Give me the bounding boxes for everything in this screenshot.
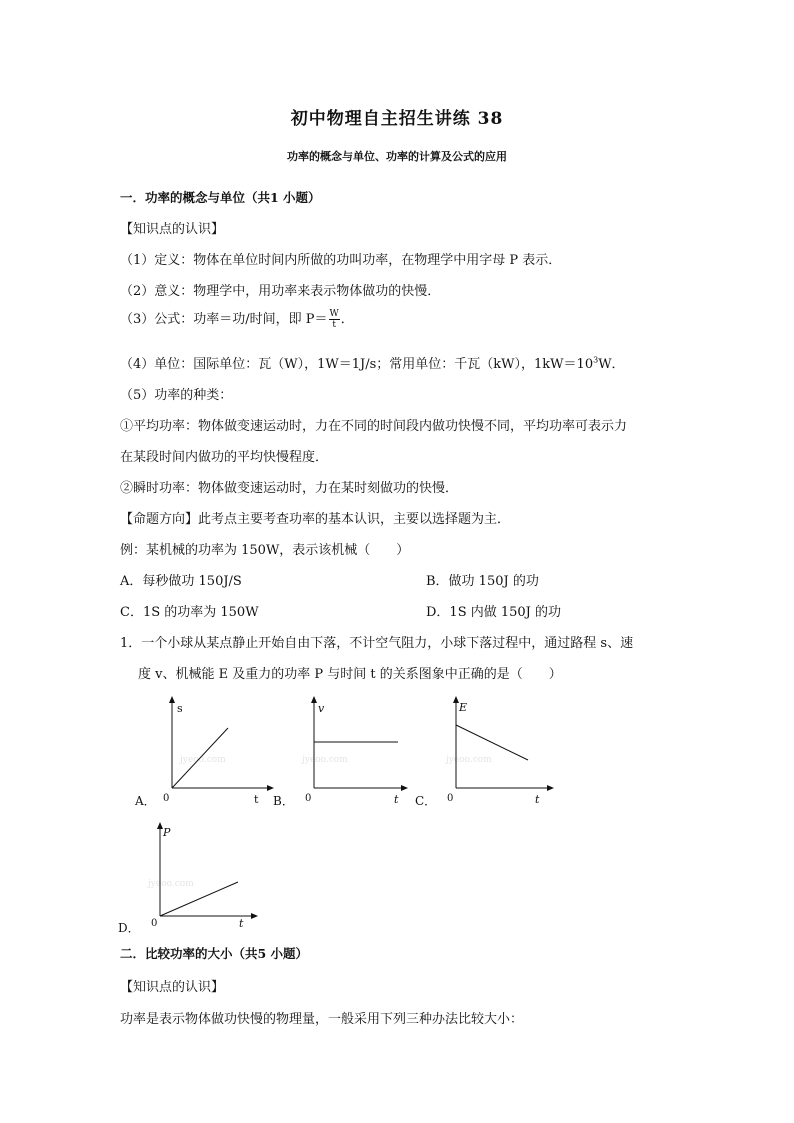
graph-b-y-arrow	[311, 696, 317, 703]
unit-text: （4）单位：国际单位：瓦（W），1W＝1J/s；常用单位：千瓦（kW），1kW＝10	[120, 357, 594, 372]
graph-d-watermark: jyeoo.com	[148, 879, 194, 889]
section1-heading: 一．功率的概念与单位（共1 小题）	[120, 190, 321, 205]
formula-numerator: W	[329, 309, 339, 319]
graph-c-option: C．	[415, 794, 437, 808]
graph-d-svg	[116, 814, 266, 936]
option-b: B．做功 150J 的功	[426, 574, 539, 589]
definition-text: （1）定义：物体在单位时间内所做的功叫功率，在物理学中用字母 P 表示．	[120, 253, 562, 268]
meaning-text: （2）意义：物理学中，用功率来表示物体做功的快慢．	[120, 284, 441, 299]
average-power-line2: 在某段时间内做功的平均快慢程度．	[120, 450, 329, 465]
graph-a-ylabel: s	[177, 702, 183, 715]
graph-a	[130, 692, 280, 816]
question1-line2: 度 v、机械能 E 及重力的功率 P 与时间 t 的关系图象中正确的是（ ）	[138, 667, 562, 682]
graph-b-xlabel: t	[394, 793, 399, 806]
graph-d-option: D．	[118, 921, 140, 935]
option-c: C．1S 的功率为 150W	[120, 605, 259, 620]
graph-d-xlabel: t	[239, 917, 244, 930]
graph-b-x-arrow	[401, 785, 408, 791]
graph-a-svg	[130, 692, 280, 812]
graph-c	[412, 692, 562, 816]
option-d: D．1S 内做 150J 的功	[426, 605, 562, 620]
graph-a-y-arrow	[169, 696, 175, 703]
graph-b-origin: 0	[305, 793, 312, 804]
document-title: 初中物理自主招生讲练 38	[290, 109, 504, 129]
graph-c-ylabel: E	[459, 701, 468, 714]
graph-b-ylabel: v	[318, 702, 325, 715]
graph-b-svg	[270, 692, 410, 812]
instant-power-text: ②瞬时功率：物体做变速运动时，力在某时刻做功的快慢．	[120, 481, 459, 496]
graph-d	[116, 814, 266, 940]
average-power-line1: ①平均功率：物体做变速运动时，力在不同的时间段内做功快慢不同，平均功率可表示力	[120, 419, 628, 434]
graph-d-x-arrow	[251, 913, 258, 919]
graph-d-origin: 0	[151, 918, 158, 929]
graph-c-origin: 0	[447, 793, 454, 804]
graph-a-xlabel: t	[254, 793, 259, 806]
unit-line	[120, 353, 625, 372]
graph-c-x-arrow	[547, 785, 554, 791]
graph-d-ylabel: P	[163, 826, 171, 839]
section2-heading: 二．比较功率的大小（共5 小题）	[120, 946, 309, 961]
formula-fraction	[329, 309, 340, 330]
graph-b	[270, 692, 410, 816]
graph-b-option: B．	[273, 794, 294, 808]
example-text: 例：某机械的功率为 150W，表示该机械（ ）	[120, 543, 410, 558]
document-subtitle: 功率的概念与单位、功率的计算及公式的应用	[287, 150, 507, 163]
formula-suffix: ．	[340, 312, 354, 327]
graph-a-origin: 0	[163, 793, 170, 804]
question1-line1: 1．一个小球从某点静止开始自由下落，不计空气阻力，小球下落过程中，通过路程 s、速	[120, 636, 634, 651]
kinds-text: （5）功率的种类：	[120, 388, 233, 403]
direction-text: 【命题方向】此考点主要考查功率的基本认识，主要以选择题为主．	[120, 512, 511, 527]
graph-c-xlabel: t	[535, 793, 540, 806]
graph-b-watermark: jyeoo.com	[302, 755, 348, 765]
option-a: A．每秒做功 150J/S	[120, 574, 242, 589]
graph-c-svg	[412, 692, 562, 812]
formula-prefix: （3）公式：功率＝功/时间，即 P＝	[120, 312, 328, 327]
graph-a-watermark: jyeoo.com	[180, 755, 226, 765]
unit-suffix: W．	[598, 357, 625, 372]
section2-knowledge-label: 【知识点的认识】	[120, 980, 225, 995]
graph-c-watermark: jyeoo.com	[446, 755, 492, 765]
graph-a-option: A．	[135, 794, 156, 808]
section2-intro: 功率是表示物体做功快慢的物理量，一般采用下列三种办法比较大小：	[120, 1012, 524, 1027]
formula-denominator: t	[332, 320, 336, 330]
unit-exponent: 3	[593, 355, 599, 365]
formula-line	[120, 308, 354, 330]
section1-knowledge-label: 【知识点的认识】	[120, 222, 225, 237]
